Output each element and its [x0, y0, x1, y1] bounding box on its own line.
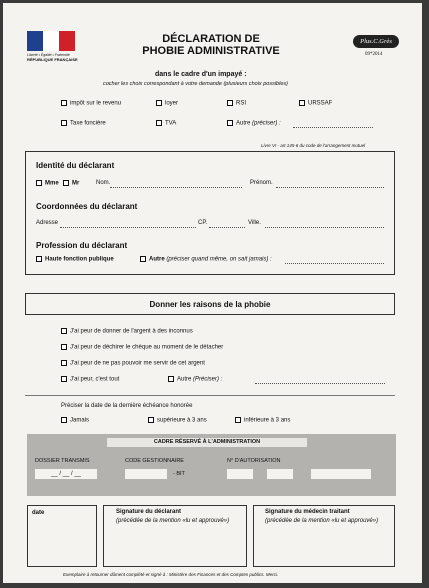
checkbox-icon[interactable]	[140, 256, 146, 262]
french-flag-icon	[27, 31, 75, 51]
checkbox-icon[interactable]	[61, 376, 67, 382]
raison-item[interactable]: J'ai peur, c'est tout	[61, 376, 119, 383]
checkbox-loyer[interactable]: loyer	[156, 100, 178, 107]
checkbox-autre-impaye[interactable]: Autre (préciser) :	[227, 120, 281, 127]
echeance-superieure[interactable]: supérieure à 3 ans	[148, 417, 207, 424]
checkbox-rsi[interactable]: RSI	[227, 100, 246, 107]
admin-title: CADRE RÉSERVÉ À L'ADMINISTRATION	[107, 438, 307, 447]
checkbox-icon[interactable]	[156, 100, 162, 106]
dossier-transmis-label: DOSSIER TRANSMIS	[35, 458, 90, 464]
nom-input[interactable]	[110, 187, 242, 188]
admin-section	[27, 434, 396, 496]
checkbox-autre-profession[interactable]: Autre (préciser quand même, on sait jamais) :	[140, 256, 272, 263]
autorisation-label: N° D'AUTORISATION	[227, 458, 281, 464]
signature-medecin-title: Signature du médecin traitant	[265, 509, 350, 515]
checkbox-icon[interactable]	[61, 328, 67, 334]
checkbox-urssaf[interactable]: URSSAF	[299, 100, 332, 107]
legal-reference: Livre VI - art 145-6 du code de l'arrangement mutuel	[261, 143, 366, 148]
cp-input[interactable]	[209, 227, 245, 228]
bit-label: - BIT	[173, 471, 185, 477]
autre-profession-line[interactable]	[285, 263, 384, 264]
republique-francaise-logo	[27, 31, 81, 62]
page-title: DÉCLARATION DE PHOBIE ADMINISTRATIVE	[142, 33, 280, 57]
raison-item[interactable]: J'ai peur de ne pas pouvoir me servir de cet argent	[61, 360, 205, 367]
checkbox-icon[interactable]	[61, 344, 67, 350]
profession-title: Profession du déclarant	[36, 241, 128, 250]
checkbox-tva[interactable]: TVA	[156, 120, 176, 127]
adresse-input[interactable]	[60, 227, 196, 228]
checkbox-icon[interactable]	[61, 417, 67, 423]
echeance-inferieure[interactable]: inférieure à 3 ans	[235, 417, 290, 424]
code-gestionnaire-field[interactable]	[125, 469, 167, 479]
impaye-heading: dans le cadre d'un impayé :	[155, 71, 247, 78]
code-gestionnaire-label: CODE GESTIONNAIRE	[125, 458, 184, 464]
prenom-input[interactable]	[276, 187, 384, 188]
coords-title: Coordonnées du déclarant	[36, 202, 138, 211]
checkbox-autre-raison[interactable]: Autre (Préciser) :	[168, 376, 222, 383]
autorisation-field-2[interactable]	[267, 469, 293, 479]
divider	[25, 395, 395, 396]
ville-label: Ville.	[248, 220, 261, 226]
prenom-label: Prénom.	[250, 180, 273, 186]
nom-label: Nom.	[96, 180, 111, 186]
form-badge: Plus.C.Grès	[353, 35, 399, 48]
checkbox-mr[interactable]: Mr	[63, 180, 79, 187]
checkbox-icon[interactable]	[299, 100, 305, 106]
raison-item[interactable]: J'ai peur de déchirer le chèque au moment de le détacher	[61, 344, 223, 351]
raisons-title: Donner les raisons de la phobie	[149, 300, 271, 309]
form-code: 09*2014	[365, 52, 383, 57]
logo-motto: Liberté • Égalité • Fraternité	[27, 53, 70, 57]
checkbox-mme[interactable]: Mme	[36, 180, 59, 187]
echeance-prompt: Préciser la date de la dernière échéance honorée	[61, 403, 193, 409]
adresse-label: Adresse	[36, 220, 59, 226]
signature-declarant-title: Signature du déclarant	[116, 509, 182, 515]
checkbox-taxe-fonciere[interactable]: Taxe foncière	[61, 120, 106, 127]
autre-raison-line[interactable]	[255, 383, 385, 384]
checkbox-icon[interactable]	[61, 120, 67, 126]
checkbox-icon[interactable]	[36, 180, 42, 186]
signature-medecin-note: (précédée de la mention «lu et approuvé»)	[265, 518, 379, 524]
checkbox-icon[interactable]	[148, 417, 154, 423]
checkbox-icon[interactable]	[61, 100, 67, 106]
checkbox-icon[interactable]	[63, 180, 69, 186]
checkbox-haute-fonction[interactable]: Haute fonction publique	[36, 256, 114, 263]
autorisation-field-1[interactable]	[227, 469, 253, 479]
date-label: date	[32, 510, 45, 516]
checkbox-icon[interactable]	[235, 417, 241, 423]
autorisation-field-3[interactable]	[311, 469, 371, 479]
checkbox-icon[interactable]	[227, 100, 233, 106]
echeance-jamais[interactable]: Jamais	[61, 417, 89, 424]
signature-declarant-note: (précédée de la mention «lu et approuvé»)	[116, 518, 230, 524]
footer-note: Exemplaire à retourner dûment complété et signé à : Ministère des Finances et des Comptes publics. Merci.	[63, 572, 279, 577]
checkbox-icon[interactable]	[227, 120, 233, 126]
raison-item[interactable]: J'ai peur de donner de l'argent à des inconnus	[61, 328, 193, 335]
checkbox-impot[interactable]: impôt sur le revenu	[61, 100, 121, 107]
cp-label: CP.	[198, 220, 208, 226]
autre-impaye-line[interactable]	[293, 127, 373, 128]
checkbox-icon[interactable]	[168, 376, 174, 382]
ville-input[interactable]	[265, 227, 384, 228]
form-page	[3, 3, 422, 583]
identity-title: Identité du déclarant	[36, 161, 115, 170]
checkbox-icon[interactable]	[61, 360, 67, 366]
checkbox-icon[interactable]	[156, 120, 162, 126]
logo-republic: RÉPUBLIQUE FRANÇAISE	[27, 57, 78, 62]
dossier-date-field[interactable]: __ / __ / __	[35, 469, 97, 479]
checkbox-icon[interactable]	[36, 256, 42, 262]
impaye-subheading: cocher les choix correspondant à votre demande (plusieurs choix possibles)	[103, 81, 288, 87]
